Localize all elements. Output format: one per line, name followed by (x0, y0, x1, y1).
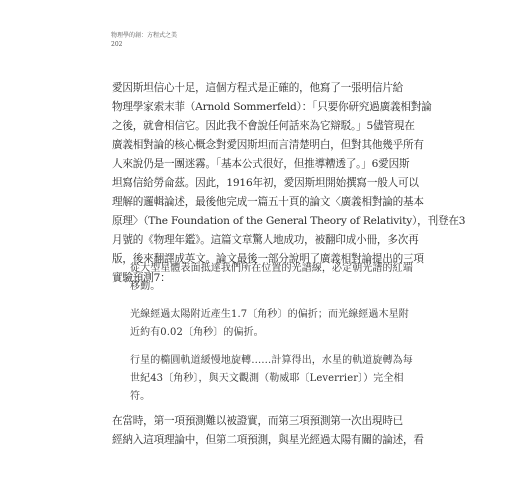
paragraph-2 (112, 412, 457, 450)
text-line: 愛因斯坦信心十足，這個方程式是正確的，他寫了一張明信片給 (112, 82, 404, 94)
quote-line: 光線經過太陽附近產生1.7〔角秒〕的偏折；而光線經過木星附 (130, 309, 409, 320)
text-line: 理解的邏輯論述，最後他完成一篇五十頁的論文〈廣義相對論的基本 (112, 196, 424, 208)
text-line: 月號的《物理年鑑》。這篇文章驚人地成功，被翻印成小冊，多次再 (112, 234, 419, 246)
text-line: 實驗預測7： (112, 272, 171, 284)
text-line: 原理〉（The Foundation of the General Theory of Relativity），刊登在3 (112, 215, 466, 227)
running-head (111, 31, 177, 49)
page-number: 202 (111, 41, 123, 48)
text-line: 之後，就會相信它。因此我不會說任何話來為它辯駁。」5儘管現在 (112, 120, 415, 132)
running-head-title: 物理學的創：方程式之美 (111, 32, 178, 39)
text-line: 版，後來翻譯成英文。論文最後一部分說明了廣義相對論提出的三項 (112, 253, 424, 265)
text-line: 廣義相對論的核心概念對愛因斯坦而言清楚明白，但對其他幾乎所有 (112, 139, 424, 151)
text-line: 經納入這項理論中，但第二項預測，與星光經過太陽有關的論述，看 (112, 434, 424, 446)
text-line: 在當時，第一項預測難以被證實，而第三項預測第一次出現時已 (112, 415, 404, 427)
quote-line: 從大型星體表面抵達我們所在位置的光譜線，必定朝光譜的紅端 (130, 263, 413, 274)
quote-line: 行星的橢圓軌道緩慢地旋轉……計算得出，水星的軌道旋轉為每 (130, 355, 413, 366)
quote-line: 近約有0.02〔角秒〕的偏折。 (130, 327, 264, 338)
block-quote-redshift (130, 260, 450, 296)
block-quote-mercury-orbit (130, 352, 450, 406)
text-line: 人來說仍是一團迷霧。「基本公式很好，但推導糟透了。」6愛因斯 (112, 158, 410, 170)
quote-line: 世紀43〔角秒〕，與天文觀測（勒威耶〔Leverrier〕）完全相 (130, 373, 404, 384)
quote-line: 符。 (130, 391, 151, 402)
paragraph-1 (112, 79, 466, 288)
block-quote-light-deflection (130, 306, 450, 342)
text-line: 物理學家索末菲（Arnold Sommerfeld）：「只要你研究過廣義相對論 (112, 101, 432, 113)
text-line: 坦寫信給勞侖茲。因此，1916年初，愛因斯坦開始撰寫一般人可以 (112, 177, 419, 189)
quote-line: 移動。 (130, 281, 161, 292)
